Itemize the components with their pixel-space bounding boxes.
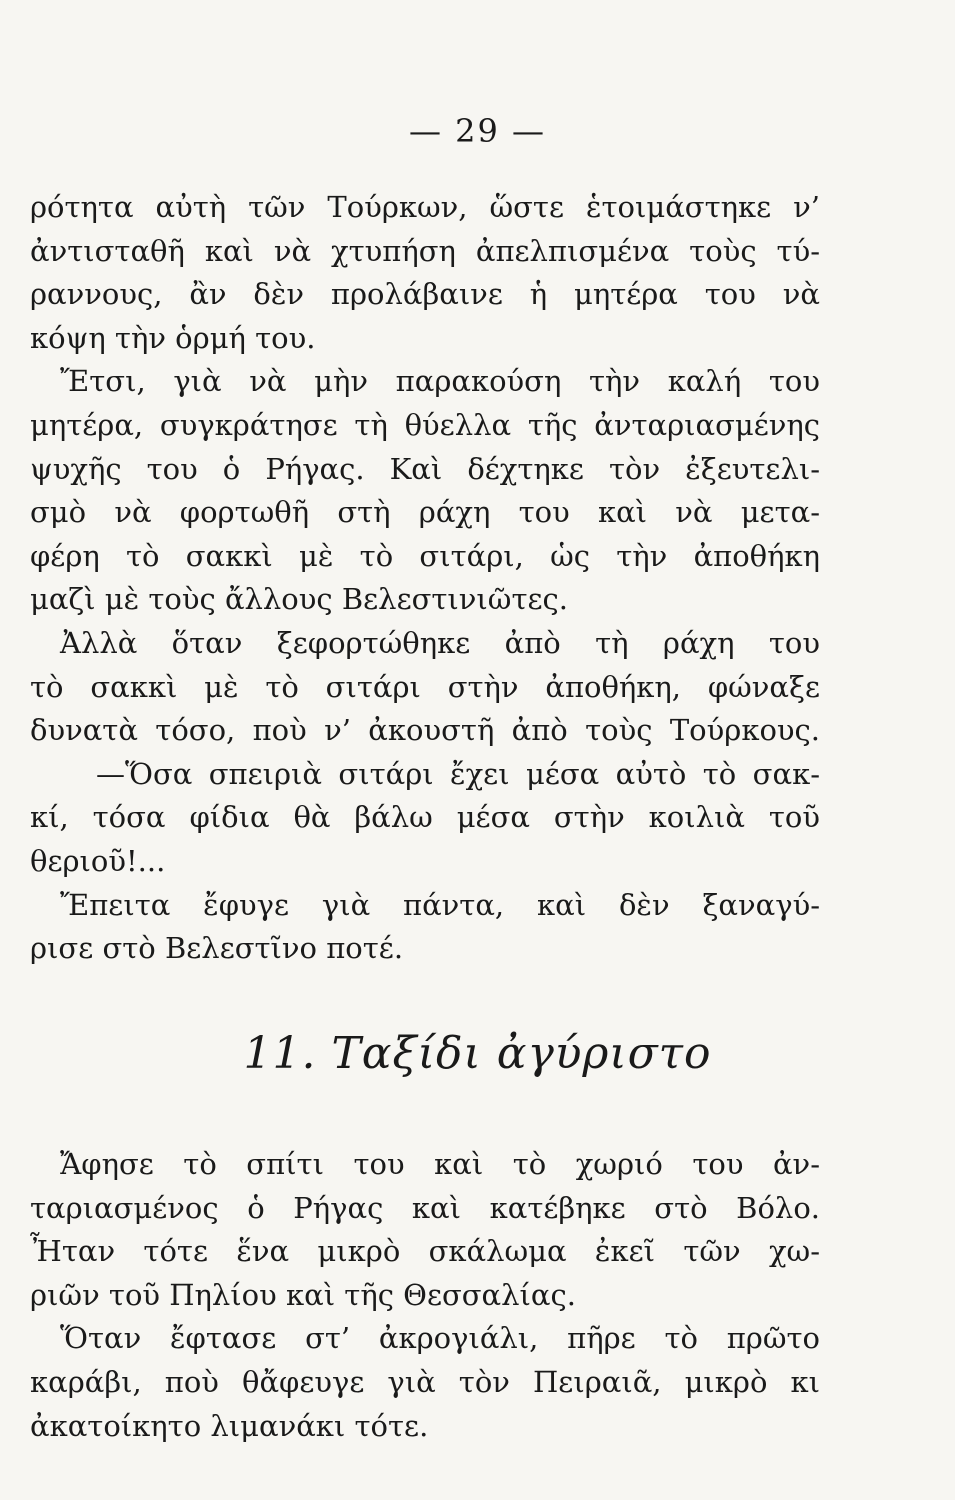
- text-line: ραννους, ἂν δὲν προλάβαινε ἡ μητέρα του νὰ: [30, 277, 820, 312]
- text-line: ἀντισταθῆ καὶ νὰ χτυπήση ἀπελπισμένα τοὺς τύ-: [30, 233, 820, 268]
- text-line: —Ὅσα σπειριὰ σιτάρι ἔχει μέσα αὐτὸ τὸ σακ-: [96, 756, 820, 791]
- text-line: μαζὶ μὲ τοὺς ἄλλους Βελεστινιῶτες.: [30, 582, 568, 617]
- text-line: ρότητα αὐτὴ τῶν Τούρκων, ὥστε ἑτοιμάστηκε ν’: [30, 190, 820, 224]
- text-line: κί, τόσα φίδια θὰ βάλω μέσα στὴν κοιλιὰ τοῦ: [30, 800, 820, 835]
- text-line: ψυχῆς του ὁ Ρήγας. Καὶ δέχτηκε τὸν ἐξευτελι-: [30, 451, 820, 486]
- text-line: κόψη τὴν ὁρμή του.: [30, 320, 316, 355]
- text-line: καράβι, ποὺ θἄφευγε γιὰ τὸν Πειραιᾶ, μικρὸ κι: [30, 1364, 820, 1399]
- paragraph-block-1: [30, 186, 820, 971]
- text-line: ἀκατοίκητο λιμανάκι τότε.: [30, 1408, 429, 1443]
- text-line: τὸ σακκὶ μὲ τὸ σιτάρι στὴν ἀποθήκη, φώναξε: [30, 669, 820, 704]
- text-line: Ἀλλὰ ὅταν ξεφορτώθηκε ἀπὸ τὴ ράχη του: [60, 625, 820, 660]
- text-line: δυνατὰ τόσο, ποὺ ν’ ἀκουστῆ ἀπὸ τοὺς Τούρκους.: [30, 713, 820, 748]
- text-line: Ἔπειτα ἔφυγε γιὰ πάντα, καὶ δὲν ξαναγύ-: [60, 887, 820, 922]
- text-line: σμὸ νὰ φορτωθῆ στὴ ράχη του καὶ νὰ μετα-: [30, 495, 820, 530]
- text-line: ταριασμένος ὁ Ρήγας καὶ κατέβηκε στὸ Βόλο.: [30, 1190, 820, 1225]
- page-number: — 29 —: [408, 112, 547, 150]
- text-line: ρισε στὸ Βελεστῖνο ποτέ.: [30, 931, 404, 966]
- text-line: Ἔτσι, γιὰ νὰ μὴν παρακούση τὴν καλή του: [60, 364, 820, 399]
- paragraph-block-2: [30, 1143, 820, 1448]
- text-line: Ἦταν τότε ἕνα μικρὸ σκάλωμα ἐκεῖ τῶν χω-: [30, 1234, 820, 1269]
- text-line: Ὅταν ἔφτασε στ’ ἀκρογιάλι, πῆρε τὸ πρῶτο: [60, 1321, 820, 1356]
- chapter-title: 11. Ταξίδι ἀγύριστο: [243, 1028, 712, 1079]
- text-line: μητέρα, συγκράτησε τὴ θύελλα τῆς ἀνταριασμένης: [30, 407, 820, 442]
- text-line: θεριοῦ!...: [30, 843, 166, 878]
- text-line: φέρη τὸ σακκὶ μὲ τὸ σιτάρι, ὡς τὴν ἀποθήκη: [30, 538, 820, 573]
- text-line: Ἄφησε τὸ σπίτι του καὶ τὸ χωριό του ἀν-: [60, 1147, 820, 1181]
- text-line: ριῶν τοῦ Πηλίου καὶ τῆς Θεσσαλίας.: [30, 1277, 576, 1312]
